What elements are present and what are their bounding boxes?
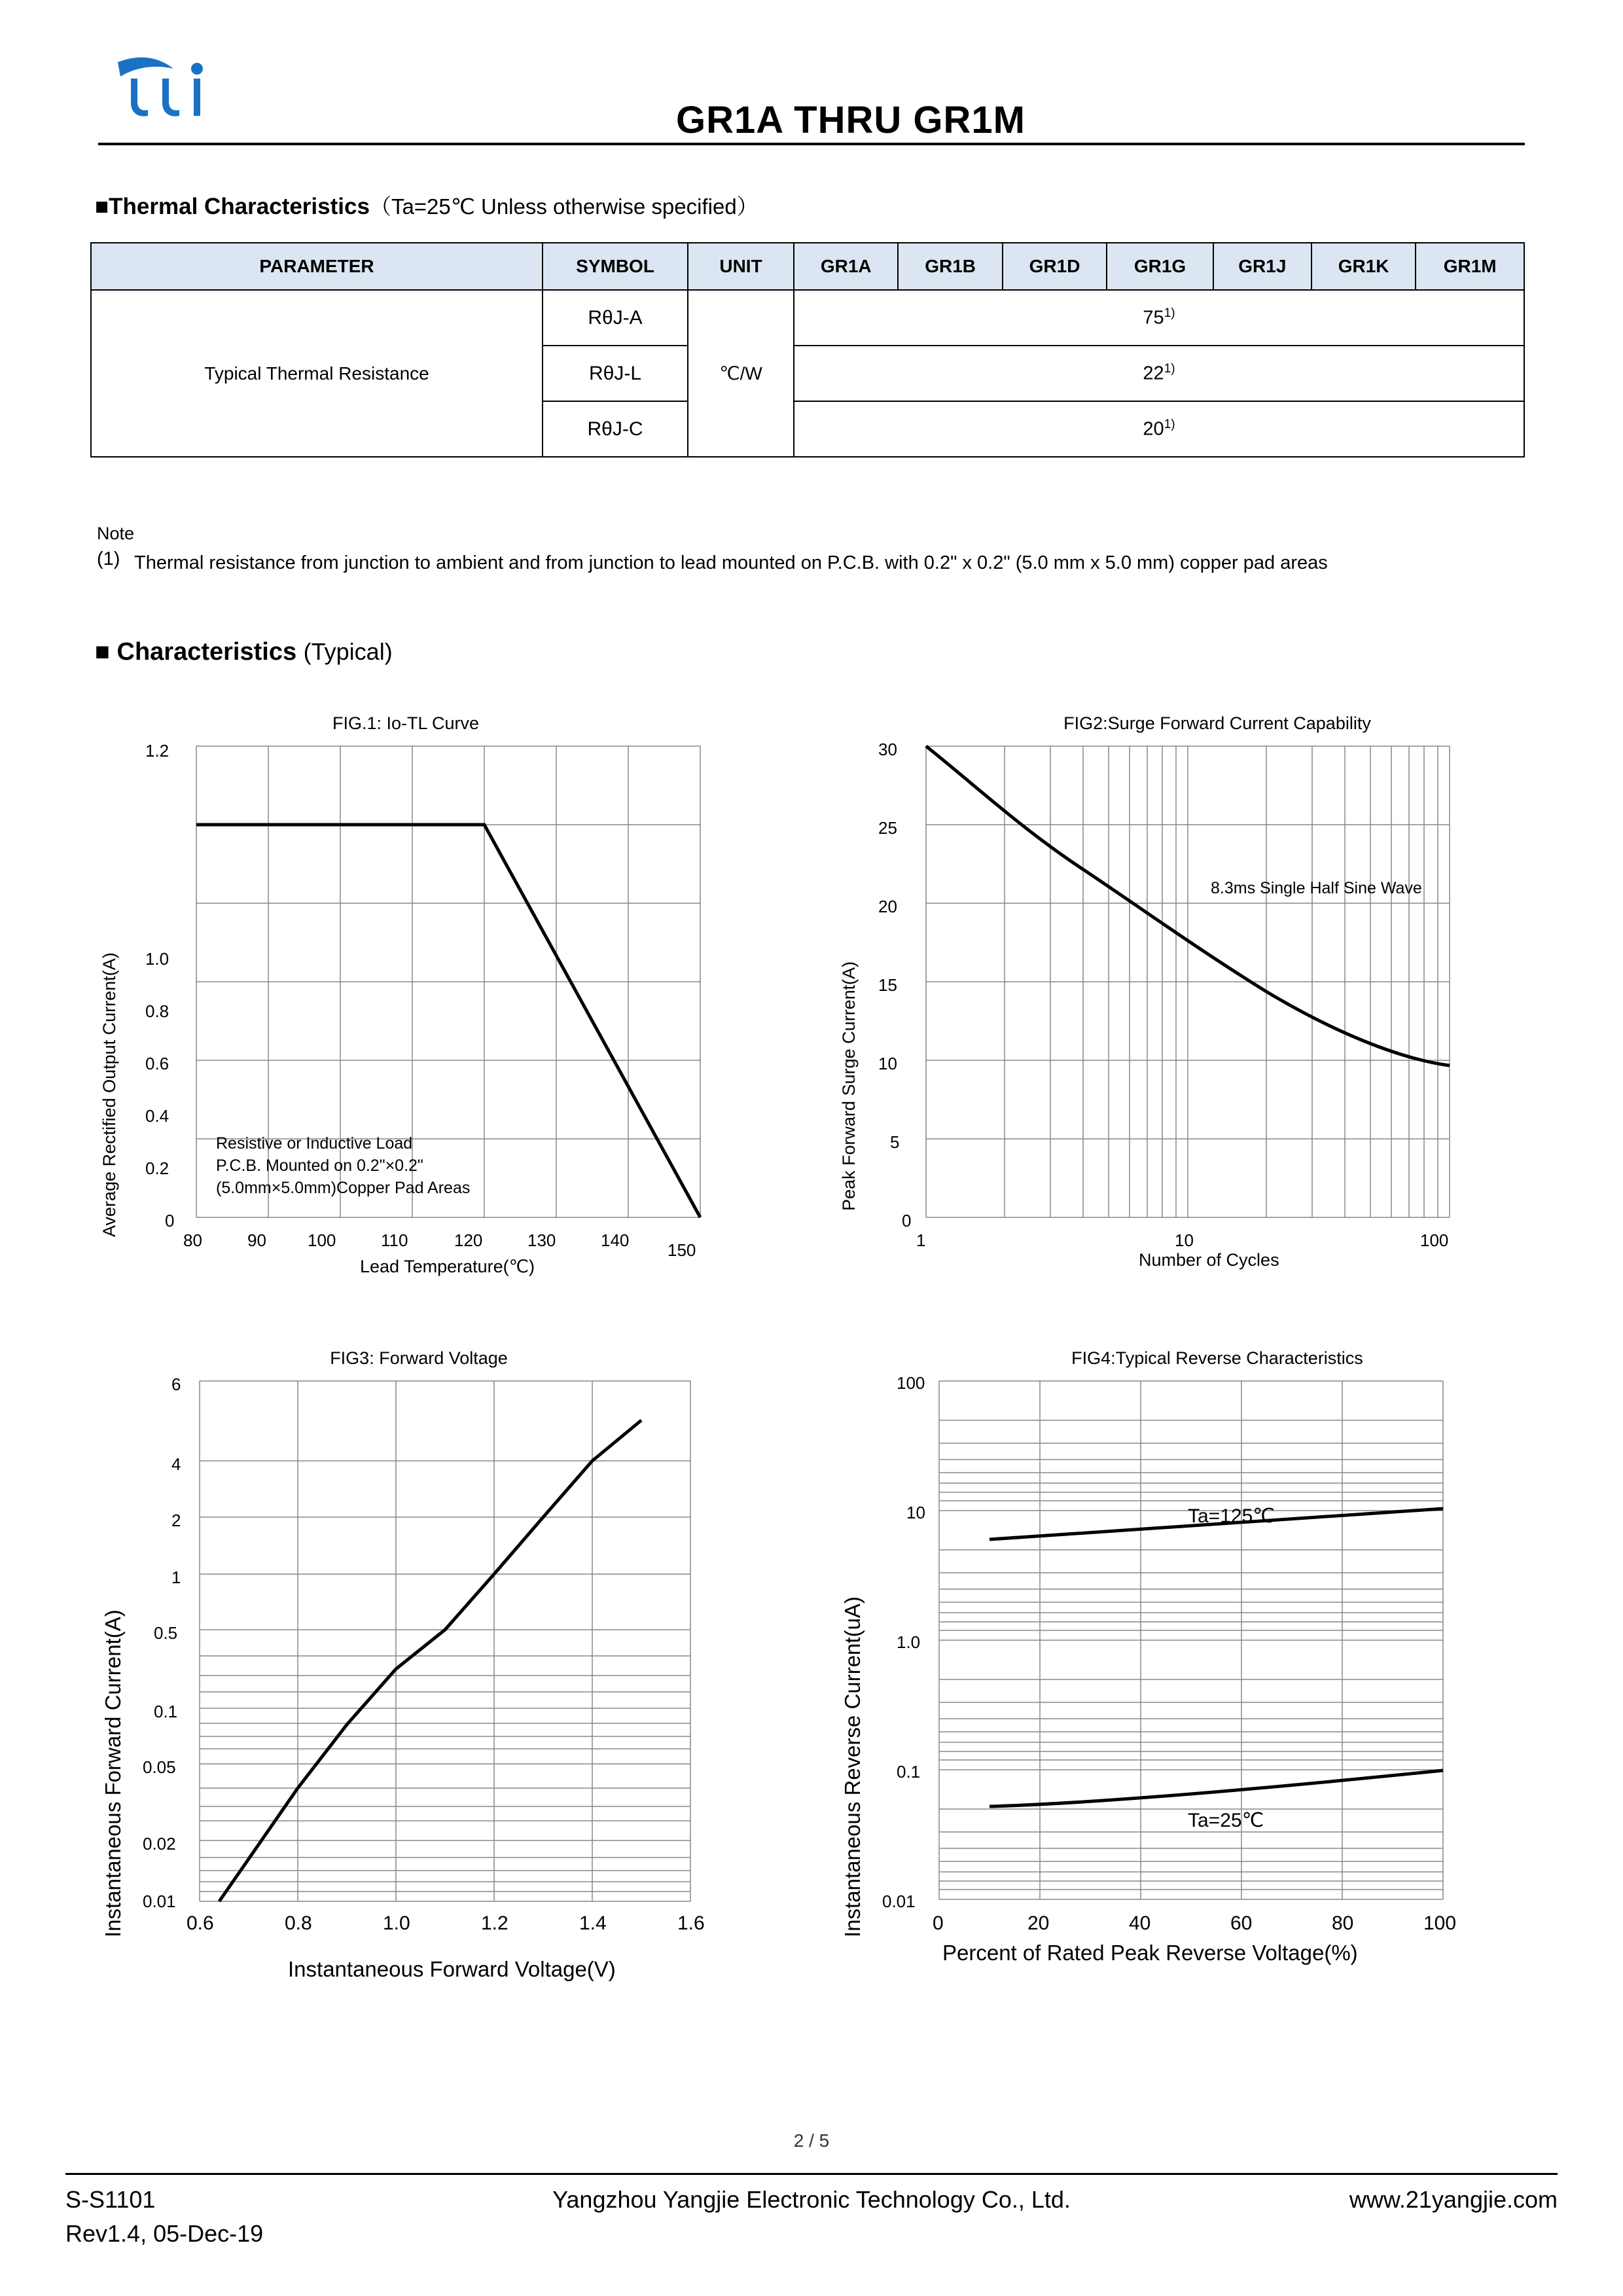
chart-fig1-plot (85, 713, 792, 1289)
chart-fig1-ytick-6: 1.2 (145, 741, 169, 761)
chart-fig4-xtick-4: 80 (1332, 1912, 1354, 1934)
chart-fig2-ytick-6: 30 (878, 740, 897, 759)
chart-fig4-ylabel: Instantaneous Reverse Current(uA) (840, 1596, 865, 1937)
th-gr1m: GR1M (1416, 243, 1524, 290)
chart-fig2-ytick-4: 20 (878, 897, 897, 916)
chart-fig3-ytick-8: 6 (171, 1374, 181, 1394)
chart-fig1-title: FIG.1: Io-TL Curve (332, 713, 480, 733)
th-gr1k: GR1K (1311, 243, 1416, 290)
chart-fig3-title: FIG3: Forward Voltage (330, 1348, 508, 1368)
th-symbol: SYMBOL (543, 243, 688, 290)
chart-fig1-xtick-0: 80 (183, 1230, 202, 1250)
chart-fig1-xtick-1: 90 (247, 1230, 266, 1250)
chart-fig4-xtick-3: 60 (1230, 1912, 1253, 1934)
chart-fig2 (825, 713, 1531, 1289)
thermal-characteristics-table (90, 242, 1525, 457)
chart-fig1-ytick-2: 0.4 (145, 1106, 169, 1126)
chart-fig1-ytick-1: 0.2 (145, 1158, 169, 1178)
chart-fig3 (85, 1348, 792, 2003)
chart-fig2-plot (825, 713, 1531, 1289)
chart-fig2-ytick-1: 5 (890, 1132, 900, 1152)
chart-fig4-xtick-5: 100 (1423, 1912, 1457, 1934)
footer-website[interactable]: www.21yangjie.com (1349, 2186, 1558, 2213)
chart-fig1-annotation: Resistive or Inductive Load P.C.B. Mounted on 0.2"×0.2" (5.0mm×5.0mm)Copper Pad Areas (216, 1134, 471, 1197)
chart-fig3-ytick-4: 0.5 (154, 1623, 178, 1643)
chart-fig1-ytick-3: 0.6 (145, 1054, 169, 1073)
chart-fig4-xtick-0: 0 (933, 1912, 944, 1934)
cell-symbol-rjl: RθJ-L (543, 346, 688, 401)
chart-fig3-ytick-0: 0.01 (143, 1892, 176, 1911)
chart-fig3-xtick-5: 1.6 (677, 1912, 705, 1934)
cell-value-rjc: 20$^{1)}$ (794, 401, 1524, 457)
chart-fig3-ytick-5: 1 (171, 1568, 181, 1587)
cell-unit: ℃/W (688, 290, 794, 457)
chart-fig3-ytick-7: 4 (171, 1454, 181, 1474)
chart-fig1-ylabel: Average Rectified Output Current(A) (99, 952, 119, 1237)
thermal-characteristics-heading: ■Thermal Characteristics（Ta=25℃ Unless otherwise specified） (95, 194, 758, 219)
chart-fig1-xtick-2: 100 (308, 1230, 336, 1250)
chart-fig4-plot (825, 1348, 1531, 2003)
chart-fig3-xlabel: Instantaneous Forward Voltage(V) (288, 1957, 616, 1981)
header-divider (98, 143, 1525, 145)
page-number: 2 / 5 (793, 2130, 830, 2151)
th-unit: UNIT (688, 243, 794, 290)
table-row (91, 290, 1524, 346)
chart-fig2-xtick-2: 100 (1420, 1230, 1449, 1250)
chart-fig4-series-label-125: Ta=125℃ (1188, 1505, 1275, 1527)
chart-fig2-ytick-0: 0 (902, 1211, 912, 1230)
th-gr1g: GR1G (1107, 243, 1213, 290)
thermal-heading-text: Thermal Characteristics (109, 194, 370, 219)
chart-fig1-ytick-5: 1.0 (145, 949, 169, 969)
chart-fig4-xlabel: Percent of Rated Peak Reverse Voltage(%) (942, 1941, 1358, 1965)
chart-fig1-xtick-3: 110 (381, 1230, 408, 1250)
chart-fig1-ytick-0: 0 (165, 1211, 175, 1230)
th-gr1a: GR1A (794, 243, 898, 290)
footer-company: Yangzhou Yangjie Electronic Technology Co., Ltd. (552, 2186, 1071, 2213)
footer-divider (65, 2173, 1558, 2175)
chart-fig2-title: FIG2:Surge Forward Current Capability (1063, 713, 1371, 733)
th-gr1j: GR1J (1213, 243, 1311, 290)
characteristics-subtitle: (Typical) (303, 638, 393, 665)
chart-fig2-annotation: 8.3ms Single Half Sine Wave (1211, 879, 1422, 897)
chart-fig4-title: FIG4:Typical Reverse Characteristics (1071, 1348, 1363, 1368)
chart-fig2-xtick-0: 1 (916, 1230, 926, 1250)
chart-fig4-ytick-3: 10 (906, 1503, 925, 1522)
chart-fig1-xtick-6: 140 (601, 1230, 630, 1250)
chart-fig1-xtick-5: 130 (527, 1230, 556, 1250)
th-parameter: PARAMETER (91, 243, 543, 290)
footer-revision: Rev1.4, 05-Dec-19 (65, 2220, 264, 2247)
note-number: (1) (97, 548, 120, 569)
chart-fig3-ylabel: Instantaneous Forward Current(A) (101, 1609, 125, 1937)
chart-fig3-ytick-2: 0.05 (143, 1757, 176, 1777)
chart-fig2-ytick-2: 10 (878, 1054, 897, 1073)
yangjie-logo-icon (111, 43, 275, 128)
chart-fig4-ytick-2: 1.0 (897, 1632, 921, 1652)
chart-fig3-ytick-3: 0.1 (154, 1702, 178, 1721)
page-header (98, 36, 1525, 141)
chart-fig3-xtick-2: 1.0 (383, 1912, 410, 1934)
chart-fig4-xtick-1: 20 (1027, 1912, 1050, 1934)
cell-value-rjl: 22$^{1)}$ (794, 346, 1524, 401)
chart-fig1 (85, 713, 792, 1289)
chart-fig1-ytick-4: 0.8 (145, 1001, 169, 1021)
chart-fig2-xtick-1: 10 (1175, 1230, 1194, 1250)
chart-fig2-ytick-3: 15 (878, 975, 897, 995)
chart-fig4-ytick-4: 100 (897, 1373, 925, 1393)
cell-parameter: Typical Thermal Resistance (91, 290, 543, 457)
chart-fig2-xlabel: Number of Cycles (1139, 1250, 1279, 1270)
page-title: GR1A THRU GR1M (676, 99, 1026, 141)
th-gr1b: GR1B (898, 243, 1002, 290)
chart-fig3-xtick-3: 1.2 (481, 1912, 508, 1934)
chart-fig3-xtick-1: 0.8 (285, 1912, 312, 1934)
chart-fig4-ytick-0: 0.01 (882, 1892, 916, 1911)
chart-fig3-xtick-0: 0.6 (187, 1912, 214, 1934)
chart-fig2-ytick-5: 25 (878, 818, 897, 838)
cell-value-rja: 75$^{1)}$ (794, 290, 1524, 346)
chart-fig3-xtick-4: 1.4 (579, 1912, 607, 1934)
chart-fig1-xtick-4: 120 (454, 1230, 483, 1250)
cell-symbol-rjc: RθJ-C (543, 401, 688, 457)
characteristics-heading: ■ Characteristics (Typical) (95, 638, 393, 666)
note-label: Note (97, 524, 135, 543)
cell-symbol-rja: RθJ-A (543, 290, 688, 346)
th-gr1d: GR1D (1003, 243, 1107, 290)
thermal-heading-condition: （Ta=25℃ Unless otherwise specified） (369, 194, 758, 219)
chart-fig4 (825, 1348, 1531, 2003)
chart-fig4-series-label-25: Ta=25℃ (1188, 1810, 1264, 1831)
table-header-row (91, 243, 1524, 290)
characteristics-heading-text: Characteristics (116, 638, 297, 666)
chart-fig2-ylabel: Peak Forward Surge Current(A) (839, 961, 859, 1211)
chart-fig1-xtick-7: 150 (668, 1240, 696, 1260)
chart-fig4-ytick-1: 0.1 (897, 1762, 921, 1782)
chart-fig3-ytick-6: 2 (171, 1511, 181, 1530)
note-text: Thermal resistance from junction to ambient and from junction to lead mounted on P.C.B. with 0.2" x 0.2" (5.0 mm x 5.0 mm) copper pad areas (134, 552, 1328, 573)
chart-fig1-xlabel: Lead Temperature(℃) (360, 1257, 535, 1276)
chart-fig3-plot (85, 1348, 792, 2003)
chart-fig4-xtick-2: 40 (1129, 1912, 1151, 1934)
footer-doc-code: S-S1101 (65, 2186, 156, 2213)
chart-fig3-ytick-1: 0.02 (143, 1834, 176, 1854)
